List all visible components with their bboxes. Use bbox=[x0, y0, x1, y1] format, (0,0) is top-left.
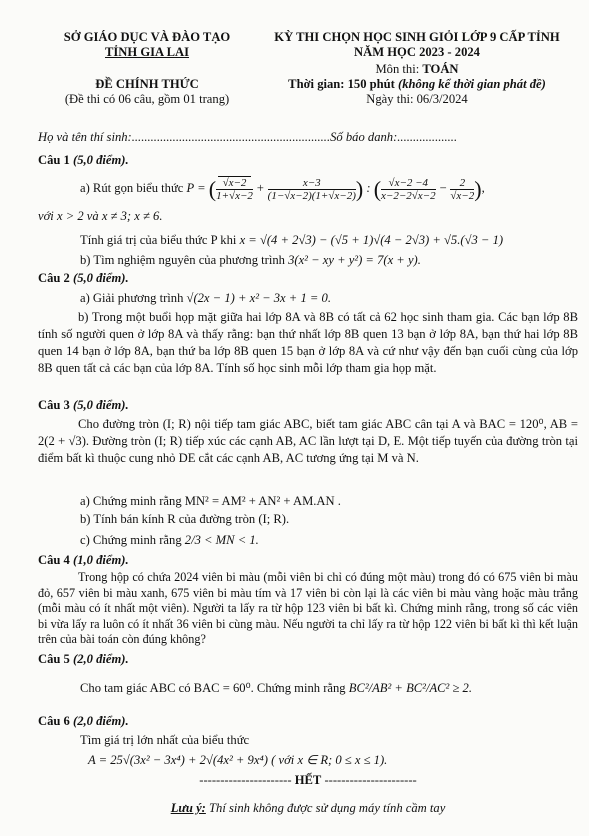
footer-note: Lưu ý: Thí sinh không được sử dụng máy tính cầm tay bbox=[170, 801, 446, 815]
q1a-expression: P = ( $\frac{√x-2}{1+√x-2}$ + $\frac{x-3}{(1-√x-2)(1+√x-2)}$ ) : ( $\frac{√x-2 -4}{x-2-2√x-2}$ − $\frac{2}{√x-2}$ ), bbox=[186, 176, 485, 202]
q6-expression-line: A = 25√(3x² − 3x⁴) + 2√(4x² + 9x⁴) ( với x ∈ R; 0 ≤ x ≤ 1). bbox=[88, 753, 388, 767]
province-name: TỈNH GIA LAI bbox=[105, 45, 189, 59]
q3c-line: c) Chứng minh rằng 2/3 < MN < 1. bbox=[80, 533, 259, 547]
q4-text: Trong hộp có chứa 2024 viên bi màu (mỗi viên bi chỉ có đúng một màu) trong đó có 675 viên bi màu đỏ, 657 viên bi màu xanh, 675 viên bi màu tím và 17 viên bi còn lại là các viên bi màu vàng hoặc màu trắng (mỗi màu có ít nhất một viên). Người ta lấy ra từ hộp 123 viên bi bất kì. Chứng minh rằng, trong số các viên bi vừa lấy ra luôn có ít nhất 36 viên bi cùng màu. Nếu người ta chỉ lấy ra từ hộp 122 viên bi bất kì thì kết luận trên của bài toán còn đúng không? bbox=[38, 570, 578, 646]
q1a-line: a) Rút gọn biểu thức P = ( $\frac{√x-2}{1+√x-2}$ + $\frac{x-3}{(1-√x-2)(1+√x-2)}$ ) : ( $\frac{√x-2 -4}{x-2-2√x-2}$ − $\frac{2}{√x-2}$ ), bbox=[80, 176, 485, 202]
q5-expression: BC²/AB² + BC²/AC² ≥ 2. bbox=[348, 681, 472, 695]
q2b-text: b) Trong một buổi họp mặt giữa hai lớp 8A và 8B có tất cả 62 học sinh tham gia. Các bạn lớp 8B tính số người quen ở lớp 8A và thấy rằng: bạn thứ nhất lớp 8B quen 13 bạn ở lớp 8A, bạn thứ hai lớp 8B quen 14 bạn ở lớp 8A, bạn thứ ba lớp 8B quen 15 bạn ở lớp 8A và cứ như vậy đến bạn cuối cùng của lớp 8B quen tất cả các bạn của lớp 8A. Tính số học sinh mỗi lớp tham gia họp mặt. bbox=[38, 310, 578, 375]
q3-intro: Cho đường tròn (I; R) nội tiếp tam giác ABC, biết tam giác ABC cân tại A và BAC = 120⁰, AB = 2(2 + √3). Đường tròn (I; R) tiếp xúc các cạnh AB, AC lần lượt tại D, E. Một tiếp tuyến của đường tròn tại điểm bất kì thuộc cung nhỏ DE cắt các cạnh AB, AC tương ứng tại M và N. bbox=[38, 417, 578, 465]
candidate-name-label: Họ và tên thí sinh: bbox=[38, 130, 132, 144]
exam-title: KỲ THI CHỌN HỌC SINH GIỎI LỚP 9 CẤP TỈNH bbox=[274, 30, 560, 44]
candidate-line: Họ và tên thí sinh:...............................................................Số báo danh:................... bbox=[38, 130, 458, 144]
q2a-line: a) Giải phương trình √(2x − 1) + x² − 3x + 1 = 0. bbox=[80, 291, 331, 305]
page-count-note: (Đề thi có 06 câu, gồm 01 trang) bbox=[64, 92, 230, 106]
q3-title: Câu 3 (5,0 điểm). bbox=[38, 398, 129, 412]
school-year: NĂM HỌC 2023 - 2024 bbox=[354, 45, 480, 59]
q3a-line: a) Chứng minh rằng MN² = AM² + AN² + AM.AN . bbox=[80, 494, 341, 508]
q1-calc-line: Tính giá trị của biểu thức P khi x = √(4 + 2√3) − (√5 + 1)√(4 − 2√3) + √5.(√3 − 1) bbox=[80, 233, 504, 247]
q4-title: Câu 4 (1,0 điểm). bbox=[38, 553, 129, 567]
q1-condition: với x > 2 và x ≠ 3; x ≠ 6. bbox=[38, 209, 163, 223]
q2-title: Câu 2 (5,0 điểm). bbox=[38, 271, 129, 285]
subject-line: Môn thi: TOÁN bbox=[375, 62, 459, 76]
exam-date: Ngày thi: 06/3/2024 bbox=[366, 92, 468, 106]
q6-title: Câu 6 (2,0 điểm). bbox=[38, 714, 129, 728]
q6-text: Tìm giá trị lớn nhất của biểu thức bbox=[80, 733, 250, 747]
q5-title: Câu 5 (2,0 điểm). bbox=[38, 652, 129, 666]
q1b-line: b) Tìm nghiệm nguyên của phương trình 3(x² − xy + y²) = 7(x + y). bbox=[80, 253, 421, 267]
q5-line: Cho tam giác ABC có BAC = 60⁰. Chứng minh rằng BC²/AB² + BC²/AC² ≥ 2. bbox=[80, 681, 472, 695]
candidate-number-label: Số báo danh: bbox=[330, 130, 398, 144]
department-name: SỞ GIÁO DỤC VÀ ĐÀO TẠO bbox=[63, 30, 231, 44]
note-label: Lưu ý: bbox=[170, 801, 206, 815]
q3b-line: b) Tính bán kính R của đường tròn (I; R). bbox=[80, 512, 290, 526]
subject-value: TOÁN bbox=[422, 62, 459, 76]
end-marker: ---------------------- HẾT ---------------------- bbox=[199, 773, 417, 787]
time-line: Thời gian: 150 phút (không kể thời gian phát đề) bbox=[288, 77, 546, 91]
official-label: ĐỀ CHÍNH THỨC bbox=[95, 77, 199, 91]
q1-title: Câu 1 (5,0 điểm). bbox=[38, 153, 129, 167]
